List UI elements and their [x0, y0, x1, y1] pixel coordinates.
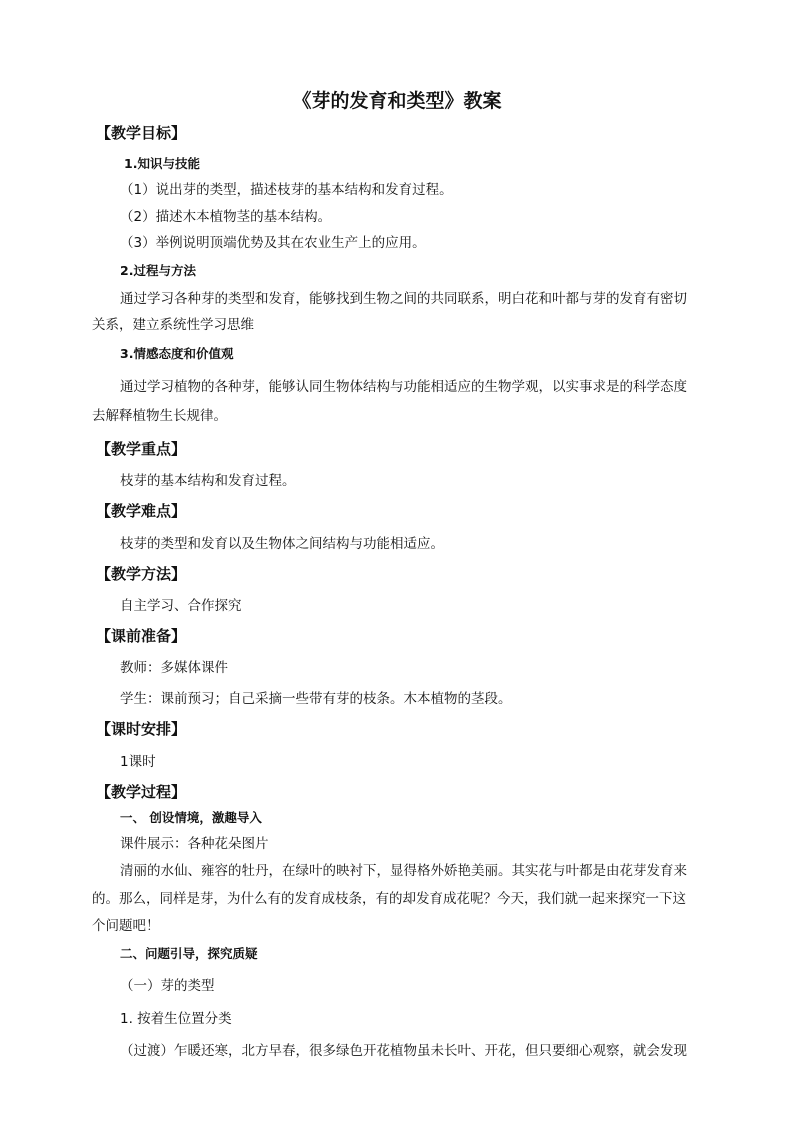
difficulties-text: 枝芽的类型和发育以及生物体之间结构与功能相适应。	[120, 536, 444, 552]
document-title: 《芽的发育和类型》教案	[292, 90, 502, 112]
sub-section-item: 1. 按着生位置分类	[120, 1011, 232, 1027]
schedule-text: 1课时	[120, 754, 156, 770]
step2-heading: 二、问题引导，探究质疑	[120, 946, 258, 961]
process-heading: 【教学过程】	[96, 783, 187, 801]
methods-text: 自主学习、合作探究	[120, 598, 242, 614]
preparation-student: 学生：课前预习；自己采摘一些带有芽的枝条。木本植物的茎段。	[120, 691, 512, 707]
key-points-heading: 【教学重点】	[96, 440, 187, 458]
knowledge-item: （1）说出芽的类型，描述枝芽的基本结构和发育过程。	[120, 182, 453, 198]
intro-text: 的。那么，同样是芽，为什么有的发育成枝条，有的却发育成花呢？今天，我们就一起来探究一下这	[92, 891, 686, 907]
methods-heading: 【教学方法】	[96, 565, 187, 583]
attitude-text: 通过学习植物的各种芽，能够认同生物体结构与功能相适应的生物学观，以实事求是的科学态度	[120, 379, 687, 395]
difficulties-heading: 【教学难点】	[96, 502, 187, 520]
knowledge-item: （2）描述木本植物茎的基本结构。	[120, 209, 332, 225]
courseware-text: 课件展示：各种花朵图片	[120, 836, 269, 852]
attitude-text: 去解释植物生长规律。	[92, 408, 227, 424]
intro-text: 个问题吧！	[92, 918, 160, 934]
intro-text: 清丽的水仙、雍容的牡丹，在绿叶的映衬下，显得格外娇艳美丽。其实花与叶都是由花芽发育来	[120, 863, 687, 879]
schedule-heading: 【课时安排】	[96, 720, 187, 738]
preparation-teacher: 教师：多媒体课件	[120, 660, 228, 676]
process-method-heading: 2.过程与方法	[120, 263, 196, 278]
process-method-text: 关系，建立系统性学习思维	[92, 317, 254, 333]
transition-text: （过渡）乍暖还寒，北方早春，很多绿色开花植物虽未长叶、开花，但只要细心观察，就会发现	[120, 1043, 687, 1059]
knowledge-skills-heading: 1.知识与技能	[124, 156, 200, 171]
attitude-heading: 3.情感态度和价值观	[120, 346, 234, 361]
key-points-text: 枝芽的基本结构和发育过程。	[120, 473, 296, 489]
step1-heading: 一、 创设情境，激趣导入	[120, 810, 262, 825]
knowledge-item: （3）举例说明顶端优势及其在农业生产上的应用。	[120, 235, 426, 251]
process-method-text: 通过学习各种芽的类型和发育，能够找到生物之间的共同联系，明白花和叶都与芽的发育有密切	[120, 291, 687, 307]
objectives-heading: 【教学目标】	[96, 124, 187, 142]
sub-section-title: （一）芽的类型	[120, 978, 215, 994]
preparation-heading: 【课前准备】	[96, 627, 187, 645]
